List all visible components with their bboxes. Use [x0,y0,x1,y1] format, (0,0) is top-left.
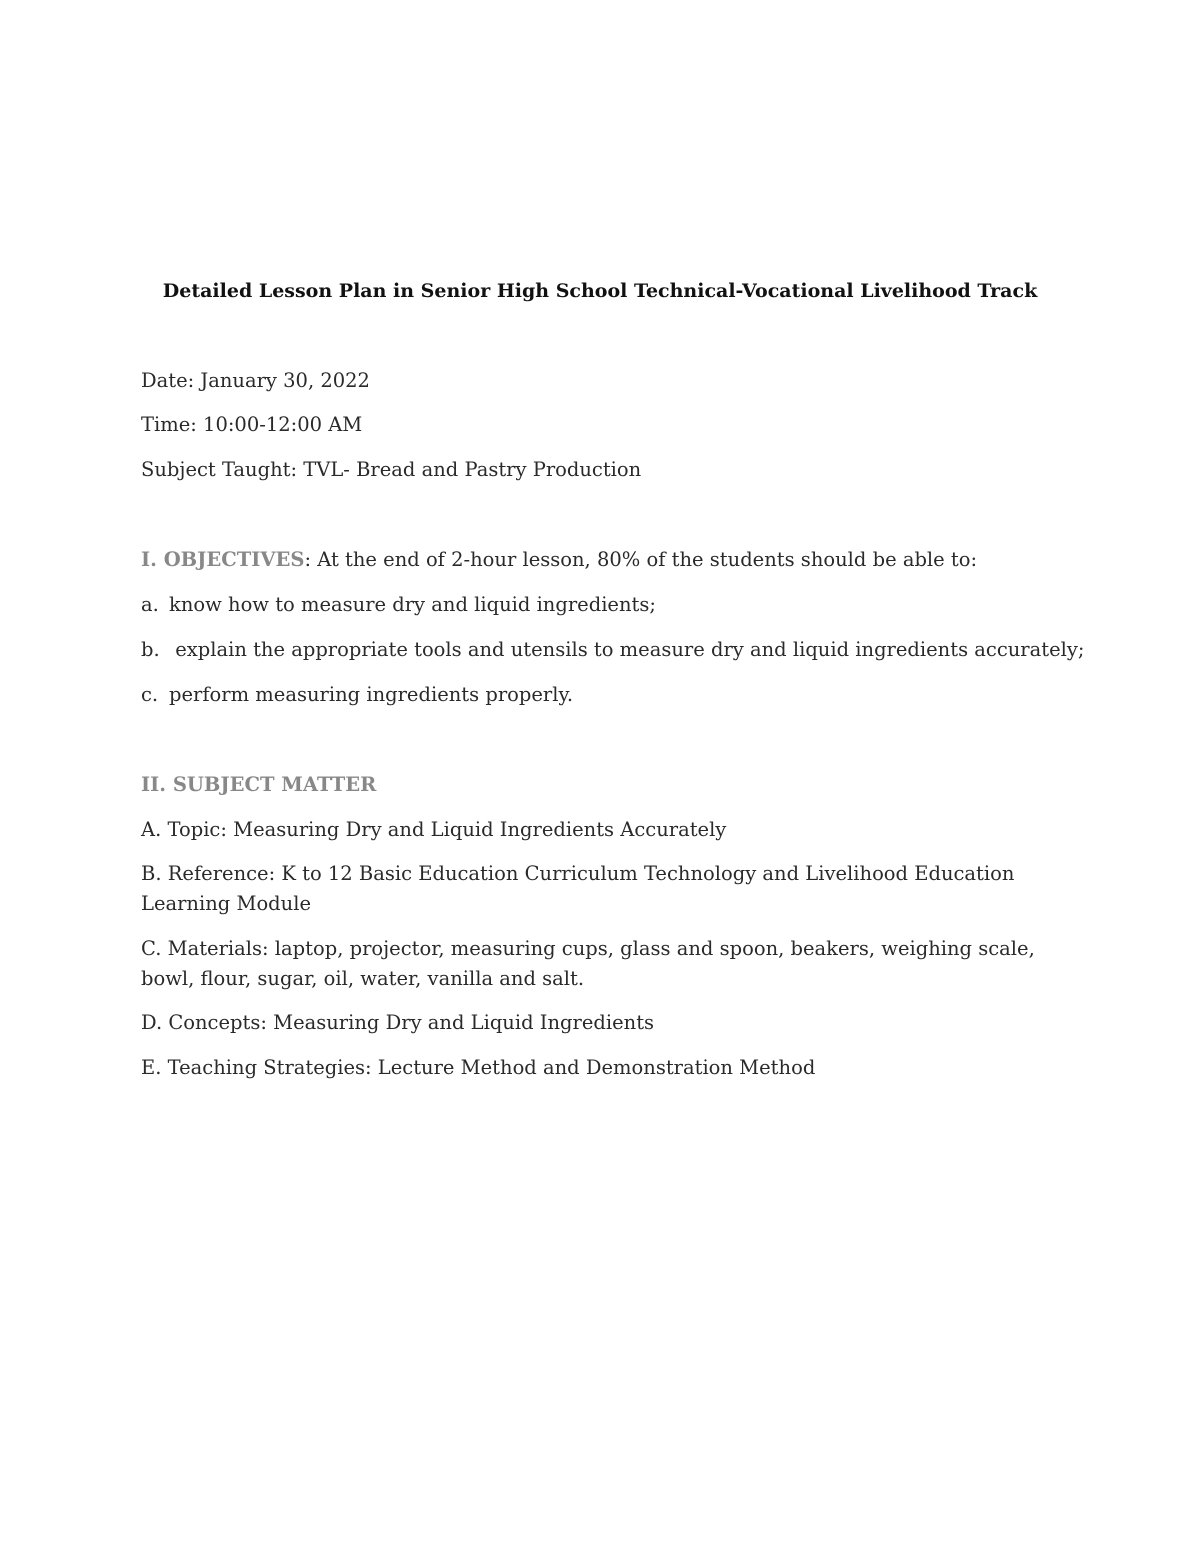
subject-line: Subject Taught: TVL- Bread and Pastry Production [141,458,642,481]
subject-matter-heading: II. SUBJECT MATTER [141,773,377,796]
objective-item [141,590,1061,620]
subject-matter-item: E. Teaching Strategies: Lecture Method and Demonstration Method [141,1056,816,1079]
time-line: Time: 10:00-12:00 AM [141,413,363,436]
objective-text: know how to measure dry and liquid ingredients; [169,593,656,616]
subject-matter-item: B. Reference: K to 12 Basic Education Curriculum Technology and Livelihood Education Learning Module [141,862,1015,915]
objectives-heading: I. OBJECTIVES [141,548,305,571]
date-line: Date: January 30, 2022 [141,369,370,392]
objectives-line [141,545,1061,575]
subject-matter-item: D. Concepts: Measuring Dry and Liquid Ingredients [141,1011,655,1034]
objective-letter: a. [141,593,159,616]
objective-text: perform measuring ingredients properly. [169,683,574,706]
subject-matter-item: A. Topic: Measuring Dry and Liquid Ingredients Accurately [141,818,727,841]
objectives-intro: : At the end of 2-hour lesson, 80% of the students should be able to: [304,548,978,571]
objective-letter: c. [141,683,159,706]
objective-letter: b. [141,638,160,661]
objective-item [141,635,1085,665]
objective-text: explain the appropriate tools and utensils to measure dry and liquid ingredients accurately; [169,638,1085,661]
document-title: Detailed Lesson Plan in Senior High School Technical-Vocational Livelihood Track [162,280,1038,302]
objective-item [141,680,1061,710]
subject-matter-item: C. Materials: laptop, projector, measuring cups, glass and spoon, beakers, weighing scale, bowl, flour, sugar, oil, water, vanilla and salt. [141,937,1035,990]
